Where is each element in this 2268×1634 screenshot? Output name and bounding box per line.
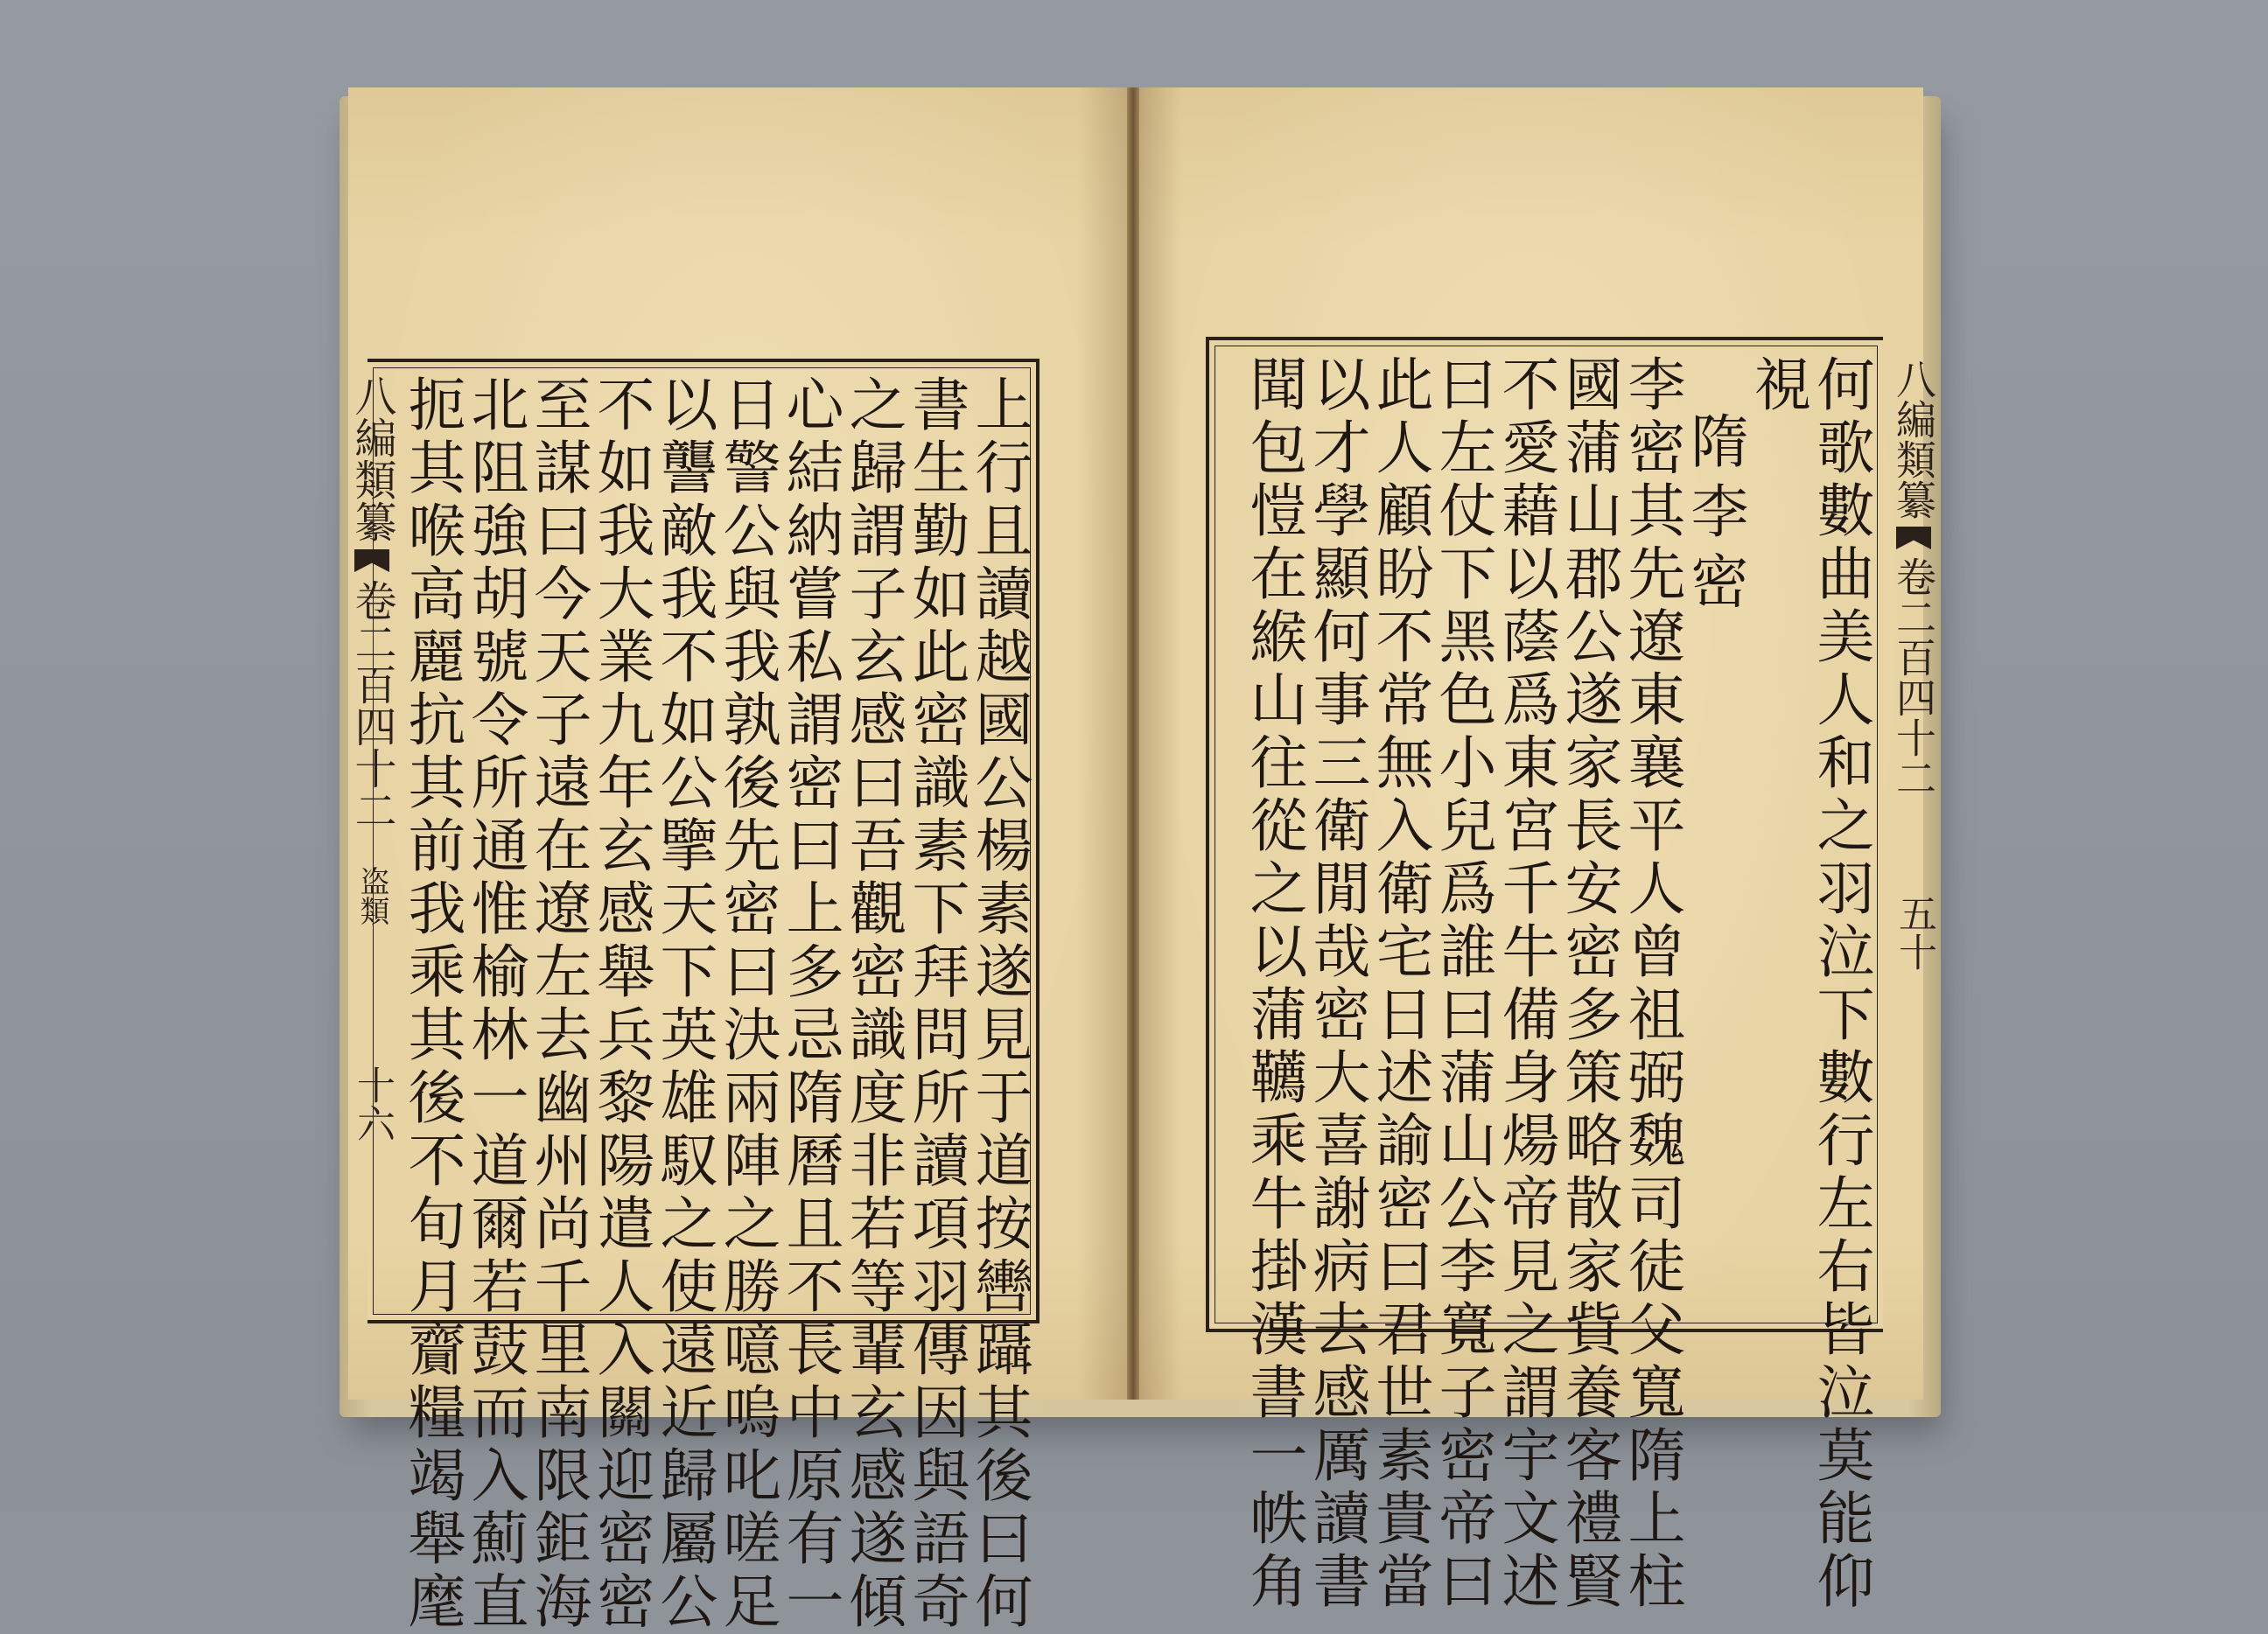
text-column: 之歸謂子玄感曰吾觀密識度非若等輩玄感遂傾 bbox=[839, 374, 906, 1634]
text-column: 扼其喉高麗抗其前我乘其後不旬月齎糧竭舉麾 bbox=[398, 374, 466, 1634]
right-volume-label: 卷二百四十二 bbox=[1890, 556, 1937, 798]
right-book-title: 八編類纂 bbox=[1890, 359, 1937, 520]
text-column: 至謀曰今天子遠在遼左去幽州尚千里南限鉅海 bbox=[524, 374, 592, 1634]
left-edge-label bbox=[347, 374, 402, 1142]
left-book-title: 八編類纂 bbox=[347, 374, 396, 542]
text-column: 日警公與我孰後先密曰決兩陣之勝噫嗚叱嗟足 bbox=[713, 374, 780, 1634]
text-column: 此人顧盼不常無入衛宅日述諭密曰君世素貴當 bbox=[1366, 354, 1433, 1614]
text-column: 心結納嘗私謂密曰上多忌隋曆且不長中原有一 bbox=[776, 374, 844, 1634]
text-column: 北阻強胡號令所通惟榆林一道爾若鼓而入薊直 bbox=[461, 374, 528, 1634]
right-edge-label bbox=[1890, 359, 1942, 971]
text-column: 視 bbox=[1744, 354, 1811, 417]
text-column: 何歌數曲美人和之羽泣下數行左右皆泣莫能仰 bbox=[1807, 354, 1874, 1614]
text-column: 上行且讀越國公楊素遂見于道按轡躡其後曰何 bbox=[965, 374, 1032, 1634]
text-column: 聞包愷在緱山往從之以蒲韉乘牛掛漢書一帙角 bbox=[1240, 354, 1307, 1614]
text-column: 書生勤如此密識素下拜問所讀項羽傳因與語奇 bbox=[902, 374, 970, 1634]
left-page-number: 十六 bbox=[350, 1065, 395, 1142]
book-gutter bbox=[1127, 87, 1139, 1400]
fishtail-mark bbox=[354, 549, 389, 572]
section-heading: 隋李密 bbox=[1681, 411, 1748, 621]
text-column: 以才學顯何事三衛閒哉密大喜謝病去感厲讀書 bbox=[1303, 354, 1370, 1614]
text-column: 不愛藉以蔭爲東宮千牛備身煬帝見之謂宇文述 bbox=[1492, 354, 1559, 1614]
fishtail-mark bbox=[1896, 527, 1931, 549]
right-page-number: 五十 bbox=[1892, 894, 1936, 971]
left-category-label: 盗類 bbox=[354, 866, 389, 925]
text-column: 不如我大業九年玄感舉兵黎陽遣人入關迎密密 bbox=[587, 374, 654, 1634]
text-column: 李密其先遼東襄平人曾祖弼魏司徒父寬隋上柱 bbox=[1618, 354, 1685, 1614]
text-column: 以讋敵我不如公擥天下英雄馭之使遠近歸屬公 bbox=[650, 374, 718, 1634]
text-column: 曰左仗下黑色小兒爲誰曰蒲山公李寬子密帝曰 bbox=[1429, 354, 1496, 1614]
left-volume-label: 卷二百四十二 bbox=[347, 579, 396, 831]
text-column: 國蒲山郡公遂家長安密多策略散家貲養客禮賢 bbox=[1555, 354, 1622, 1614]
